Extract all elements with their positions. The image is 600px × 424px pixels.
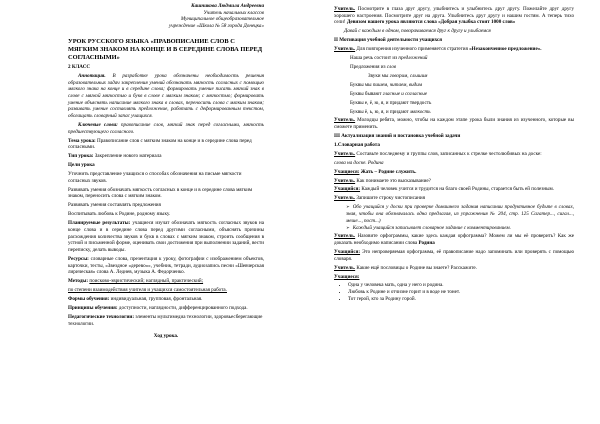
teacher-greeting <box>334 6 574 26</box>
sentence-end: мягкость <box>409 108 431 115</box>
type-label: Тип урока: <box>68 153 94 160</box>
sentence-end: говорим, слышим <box>389 72 428 79</box>
orthogram-answer: Это непроверяемая орфограмма, её правописание надо запоминать или проверять с помощью словаря. <box>334 248 574 262</box>
pupil-answer <box>334 186 574 193</box>
instruction-text: Запишите строку чистописания <box>356 195 425 202</box>
teacher-label: Учитель. <box>334 233 356 240</box>
goal-item: Развивать умения составлять предложения <box>68 202 161 209</box>
pupil-orthogram-answer <box>334 249 574 262</box>
resources <box>68 256 264 276</box>
results-text: учащиеся изучат обозначать мягкость согласных звуков на конце слова и в середине слова перед другими согласными, объяснять причины расхождения количества звуков и букв в словах с мягким знаком, строить сообщения в устной и письменной форме, оценивать свои достижения при выполнении заданий, вести переписку, делать выводы. <box>68 220 264 253</box>
resources-label: Ресурсы: <box>68 255 89 262</box>
praise-text: Молодцы ребята, можно, чтобы на каждом этапе урока были знания из изученного, которые вы сможете применить. <box>334 117 574 131</box>
checklist <box>334 204 574 231</box>
proverbs-list <box>334 282 574 302</box>
question-text: Как понимаете это высказывание? <box>356 177 431 184</box>
right-column <box>334 6 574 305</box>
subsection-heading: 1.Словарная работа <box>334 141 380 148</box>
sentence-end: гласные и согласные <box>382 90 428 97</box>
section-heading-2: II Мотивация учебной деятельности учащихся <box>334 37 442 44</box>
goal-item: Развивать умения обозначать мягкость согласных в конце и в середине слова мягким знаком, переносить слова с мягким знаком. <box>68 186 253 200</box>
topic-text: Правописание слов с мягким знаком на конце и в середине слова перед согласными. <box>68 137 252 151</box>
teacher-label: Учитель. <box>334 46 356 53</box>
proverb-item: • Тот герой, кто за Родину горой. <box>348 296 574 303</box>
methods-label: Методы: <box>68 278 89 285</box>
sentence-end: слов <box>386 63 397 70</box>
forms-label: Формы обучения: <box>68 296 110 303</box>
goal-item: Уточнить представление учащихся о способах обозначения на письме мягкости согласных звуков. <box>68 171 242 184</box>
author-position: Учитель начальных классов <box>203 9 264 16</box>
principles-label: Принципы обучения: <box>68 304 118 311</box>
lesson-title: УРОК РУССКОГО ЯЗЫКА «ПРАВОПИСАНИЕ СЛОВ С МЯГКИМ ЗНАКОМ НА КОНЦЕ И В СЕРЕДИНЕ СЛОВА ПЕРЕД СОГЛАСНЫМИ» <box>68 37 263 61</box>
teacher-label: Учитель. <box>334 117 356 124</box>
type-text: Закрепление нового материала <box>94 153 162 160</box>
annotation-label: Аннотация. <box>78 72 106 79</box>
methods-text: поисково-эвристический; наглядный, практический; <box>89 278 204 285</box>
author-block <box>68 3 264 30</box>
sentence-start: Наша речь состоит из <box>350 55 398 62</box>
sentence-line <box>368 73 574 80</box>
teacher-proverbs-question <box>334 265 574 272</box>
pupils-action: Давай с каждым в одном, поворачиваемся друг к другу и улыбаемся <box>344 28 491 35</box>
word-rodina: Родина <box>418 240 435 247</box>
motto: Девизом нашего урока являются слова «Добрая улыбка стоит 1000 слов» <box>346 19 516 26</box>
sentence-end: предложений <box>398 55 428 62</box>
pupil-label: Учащийся: <box>334 248 361 255</box>
resources-text: словарные слова, презентация к уроку, фотографии с изображением объектов, карточки, тесты, «Звездное «дерево»», учебник, тетради, аудиозапись песни «Шевчерская лирическая» слова А. Леднев, музыка А. Федорченко. <box>68 255 264 276</box>
answer-text: Каждый человек учится и трудится на благо своей Родины, старается быть ей полезным. <box>361 186 555 193</box>
teacher-label: Учитель. <box>334 177 356 184</box>
sentence-line <box>350 91 574 98</box>
board-note: слова на доске. Родина <box>334 159 384 166</box>
grade: 2 КЛАСС <box>68 63 91 70</box>
checklist-item: ➢ Каждый учащийся записывает словарное задание с комментированием. <box>346 225 574 232</box>
sentence-start: Предложения из <box>350 63 386 70</box>
topic-label: Тема урока: <box>68 137 96 144</box>
keywords-label: Ключевые слова: <box>78 122 118 128</box>
checklist-item: ➢ Обо учащийся у доски при проверке домашнего задания написании продуктивное будьте в словах, зная, чтобы она обозначалась одна предлагая, из упражнения № 204, стр. 125 Сагатер..., сигал..., меше..., пост...) <box>346 204 574 224</box>
forms <box>68 296 264 303</box>
proverbs-question: Какие ещё пословицы о Родине вы знаете? Расскажите. <box>356 264 477 271</box>
technologies <box>68 314 264 327</box>
sentence-start: Буквы мы <box>350 81 372 88</box>
teacher-question <box>334 178 574 185</box>
author-org-line1: Муниципальное общеобразовательное <box>180 16 264 23</box>
tech-text: элементы мультимедиа технологии, здоровьесберегающие технологии. <box>68 313 263 327</box>
principles-text: доступности, наглядности, дифференцированного подхода. <box>118 304 248 311</box>
annotation-text: В разработке урока обозначены необходимость решения образовательных задач закрепления умений обозначать мягкость согласных с помощью мягкого знака на конце и в середине слова; формировать умение писать мягкий знак в слове с мягкой мягкостью и букв в слове с мягким знаком; с мягкостью; формировать умение объяснять написание мягкого знака в словах, переносить слова с мягким знаком; развивать умение составлять предложение, работать с деформированным текстом, обогащать словарный запас учащихся. <box>68 72 264 120</box>
tech-label: Педагогические технологии: <box>68 313 135 320</box>
teacher-label: Учитель. <box>334 264 356 271</box>
sentence-start: Буквы бывают <box>350 90 382 97</box>
pupils-label: Учащиеся: <box>334 168 360 175</box>
proverb: Жать – Родине служить. <box>360 168 417 175</box>
sentence-line <box>350 64 574 71</box>
strategy-name: «Незаконченное предложение». <box>469 46 542 53</box>
sentence-line: Буквы е, ё, ю, я, и придают твердость <box>350 99 432 106</box>
keywords-text: правописание слов, мягкий знак перед согласными, мягкость предшествующего согласного. <box>68 122 264 135</box>
proverb-item: • Любовь к Родине и отчизне горит и в воде не тонет. <box>348 289 574 296</box>
methods-text-2: по степени взаимодействия учителя и учащихся самостоятельная работа. <box>68 287 227 294</box>
planned-results <box>68 220 264 254</box>
pupils-label-line <box>334 274 574 281</box>
forms-text: индивидуальная, групповая, фронтальная. <box>110 296 203 303</box>
strategy-text: Для повторения изученного применяется стратегия <box>356 46 468 53</box>
pupil-label: Учащийся: <box>334 186 361 193</box>
lesson-type <box>68 153 264 160</box>
pupils-label: Учащиеся: <box>334 273 360 280</box>
methods <box>68 278 264 285</box>
teacher-label: Учитель. <box>334 195 356 202</box>
sentence-line <box>350 55 574 62</box>
sentence-line <box>350 109 574 116</box>
sentence-start: Буквы ё, ь, ю, я, и придают <box>350 108 409 115</box>
orthogram-text: Назовите орфограммы, какие здесь каждая орфограмма? Можем ли мы её проверить? Как же доказать необходимо написании слова <box>334 233 575 247</box>
principles <box>68 305 264 312</box>
teacher-orthogram-question <box>334 233 574 246</box>
goals-label: Цели урока <box>68 162 95 169</box>
lesson-topic <box>68 138 264 151</box>
greeting-text: Посмотрите в глаза друг другу, улыбнитесь и улыбнитесь друг другу. Пожелайте друг другу хорошего настроения. Посмотрите друг на друга. Улыбнитесь друг другу и нашим гостям. А теперь тихо сели! <box>334 6 574 26</box>
left-column <box>68 0 264 342</box>
sentence-end: пишем, читаем, видим <box>372 81 423 88</box>
teacher-label: Учитель. <box>334 150 356 157</box>
course-heading: Ход урока. <box>153 333 179 340</box>
section-heading-3: III Актуализация знаний и постановка учебной задачи <box>334 133 461 140</box>
sentence-line <box>350 82 574 89</box>
teacher-instruction <box>334 195 574 202</box>
sentence-start: Звуки мы <box>368 72 389 79</box>
goal-item: Воспитывать любовь к Родине, родному языку. <box>68 211 171 218</box>
results-label: Планируемые результаты: <box>68 220 131 227</box>
pupils-answer <box>334 169 574 176</box>
task-text: Составьте последнему и группы слов, записанных к стрелке честолюбивых на доске: <box>356 150 542 157</box>
author-name: Кашникова Людмила Андреевна <box>191 3 264 9</box>
proverb-item: • Одна у человека мать, одна у него и родина. <box>348 282 574 289</box>
teacher-praise <box>334 117 574 130</box>
annotation <box>68 73 264 120</box>
teacher-strategy <box>334 46 574 53</box>
teacher-label: Учитель. <box>334 6 356 12</box>
teacher-task <box>334 151 574 158</box>
keywords <box>68 122 264 135</box>
author-org-line2: учреждение «Школа № 58 города Донецка» <box>168 23 264 30</box>
